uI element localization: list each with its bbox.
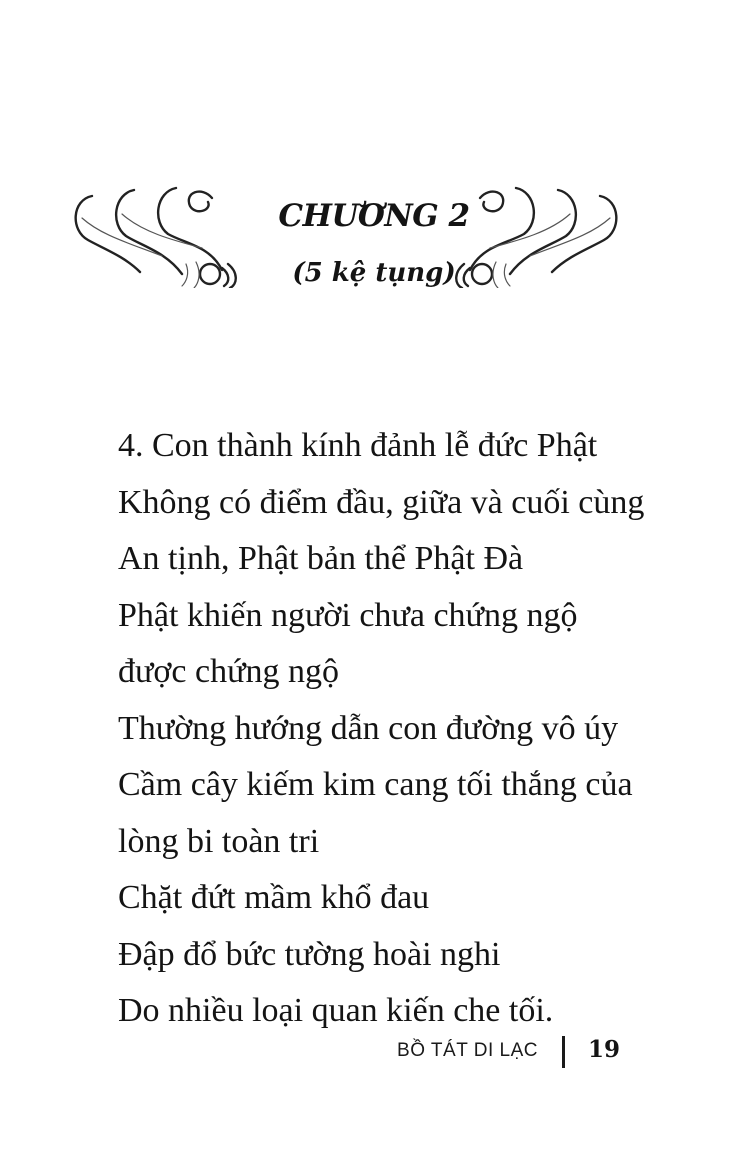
verse-block bbox=[118, 418, 678, 1040]
verse-line: Phật khiến người chưa chứng ngộ bbox=[118, 596, 578, 634]
verse-line: 4. Con thành kính đảnh lễ đức Phật bbox=[118, 427, 598, 464]
verse-line: Cầm cây kiếm kim cang tối thắng của bbox=[118, 766, 633, 803]
footer-divider bbox=[562, 1036, 565, 1068]
verse-line: An tịnh, Phật bản thể Phật Đà bbox=[118, 540, 524, 577]
running-head: BỒ TÁT DI LẠC bbox=[397, 1040, 538, 1061]
verse-line: lòng bi toàn tri bbox=[118, 822, 320, 860]
verse-line: Đập đổ bức tường hoài nghi bbox=[118, 935, 501, 973]
chapter-subtitle: (5 kệ tụng) bbox=[292, 258, 456, 288]
verse-line: Không có điểm đầu, giữa và cuối cùng bbox=[118, 483, 645, 521]
verse-line: Chặt đứt mầm khổ đau bbox=[118, 879, 430, 916]
chapter-header bbox=[0, 170, 748, 310]
chapter-title: CHƯƠNG 2 bbox=[278, 198, 470, 234]
verse-line: Do nhiều loại quan kiến che tối. bbox=[118, 992, 554, 1029]
verse-line: được chứng ngộ bbox=[118, 653, 340, 690]
page-number: 19 bbox=[588, 1036, 621, 1063]
page-footer bbox=[0, 1032, 748, 1072]
verse-line: Thường hướng dẫn con đường vô úy bbox=[118, 709, 619, 747]
